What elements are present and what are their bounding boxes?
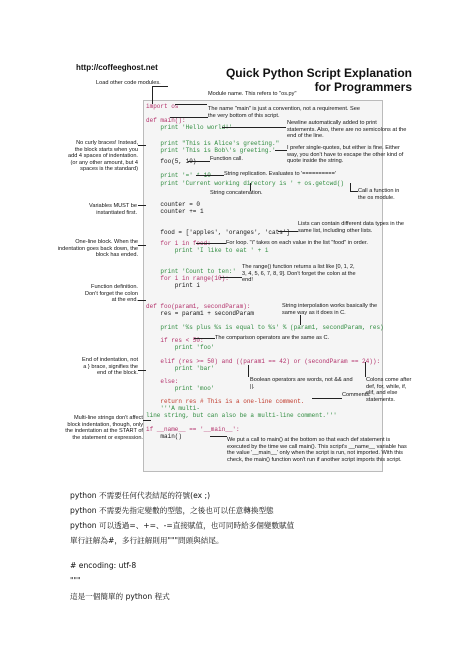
connector-line xyxy=(152,86,168,87)
code-line: for i in range(10): xyxy=(146,275,229,282)
annotation-main-call: We put a call to main() at the bottom so that each def statement is executed by the time we call main(). This script's __name__ variable has the value '__main__' only when the script is run, not imported. With this check, the main() function won't run if another script imports this script. xyxy=(227,437,407,463)
connector-line xyxy=(170,117,208,118)
code-line: main() xyxy=(146,433,183,440)
code-line: print 'Count to ten:' xyxy=(146,268,237,275)
connector-line xyxy=(278,231,298,232)
note-line: 單行註解為#，多行註解則用"""問頭與結尾。 xyxy=(70,536,224,545)
connector-line xyxy=(248,365,249,377)
note-line: 這是一個簡單的 python 程式 xyxy=(70,592,170,601)
annotation-function-call: Function call. xyxy=(210,156,243,162)
connector-line xyxy=(196,243,226,244)
code-line: print "This is Alice's greeting." xyxy=(146,140,280,147)
connector-line xyxy=(138,300,146,301)
code-line: '''A multi- xyxy=(146,405,201,412)
code-line: else: xyxy=(146,378,179,385)
code-line: elif (res >= 50) and ((param1 == 42) or (secondParam == 24)): xyxy=(146,358,381,365)
annotation-lists: Lists can contain different data types in the same list, including other lists. xyxy=(298,221,404,234)
annotation-newline: Newline automatically added to print statements. Also, there are no semicolons at the end of the line. xyxy=(287,120,407,140)
connector-line xyxy=(138,245,146,246)
connector-line xyxy=(138,370,146,371)
connector-line xyxy=(350,191,358,192)
annotation-no-curly-braces: No curly braces! Instead, the block starts when you add 4 spaces of indentation. (or any other amount, but 4 spaces is the standard) xyxy=(68,140,138,173)
code-line: foo(5, 10) xyxy=(146,158,197,165)
annotation-string-interpolation: String interpolation works basically the same way as it does in C. xyxy=(282,303,378,316)
code-line: print '%s plus %s is equal to %s' % (param1, secondParam, res) xyxy=(146,324,384,331)
code-line: line string, but can also be a multi-line comment.''' xyxy=(146,412,337,419)
connector-line xyxy=(138,145,146,146)
page-title xyxy=(212,66,412,94)
connector-line xyxy=(152,86,153,104)
annotation-call-os: Call a function in the os module. xyxy=(358,188,400,201)
annotation-one-line-block: One-line block. When the indentation goes back down, the block has ended. xyxy=(57,239,138,259)
annotation-variables: Variables MUST be instantiated first. xyxy=(89,203,137,216)
annotation-range: The range() function returns a list like [0, 1, 2, 3, 4, 5, 6, 7, 8, 9]. Don't forget the colon at the end! xyxy=(242,264,356,284)
code-line: print 'Hello world!' xyxy=(146,124,233,131)
annotation-string-replication: String replication. Evaluates to '==========' xyxy=(224,171,336,177)
code-line: if res < 50: xyxy=(146,337,204,344)
code-line: import os xyxy=(146,103,179,110)
connector-line xyxy=(138,205,146,206)
annotation-end-of-indentation: End of indentation, not a } brace, signifies the end of the block. xyxy=(82,357,138,377)
code-line: res = param1 + secondParam xyxy=(146,310,255,317)
source-url[interactable]: http://coffeeghost.net xyxy=(76,63,158,72)
annotation-multiline-strings: Multi-line strings don't affect block indentation, though, only the indentation at the START of the statement or expression. xyxy=(65,415,143,441)
annotation-main-name: The name "main" is just a convention, not a requirement. See the very bottom of this script. xyxy=(208,106,360,119)
title-line-1: Quick Python Script Explanation xyxy=(225,66,412,80)
connector-line xyxy=(188,161,210,162)
code-line: counter = 0 xyxy=(146,201,201,208)
connector-line xyxy=(220,277,242,278)
connector-line xyxy=(250,183,251,191)
note-line: python 不需要先指定變數的型態，之後也可以任意轉換型態 xyxy=(70,506,274,515)
code-line: return res # This is a one-line comment. xyxy=(146,398,305,405)
note-line: python 可以透過=、+=、-=直接賦值，也可同時給多個變數賦值 xyxy=(70,521,295,530)
code-line: if __name__ == '__main__': xyxy=(146,426,240,433)
code-line: print i xyxy=(146,282,201,289)
connector-line xyxy=(275,150,287,151)
annotation-single-quotes: I prefer single-quotes, but either is fine. Either way, you don't have to escape the other kind of quote inside the string. xyxy=(287,145,404,165)
connector-line xyxy=(143,420,151,421)
annotation-for-loop: For loop. "i" takes on each value in the list "food" in order. xyxy=(226,240,368,246)
code-line: for i in food: xyxy=(146,240,211,247)
note-line: python 不需要任何代表結尾的符號(ex ;) xyxy=(70,491,211,500)
annotation-comments: Comments. xyxy=(342,392,371,398)
annotation-string-concatenation: String concatenation. xyxy=(210,190,263,196)
annotation-load-modules: Load other code modules. xyxy=(96,80,161,86)
annotation-module-name: Module name. This refers to "os.py" xyxy=(208,91,297,97)
code-line: print 'Current working directory is ' + os.getcwd() xyxy=(146,180,345,187)
code-line: print 'I like to eat ' + i xyxy=(146,247,269,254)
title-line-2: for Programmers xyxy=(314,80,412,94)
annotation-function-definition: Function definition. Don't forget the colon at the end. xyxy=(85,284,138,304)
annotation-boolean-operators: Boolean operators are words, not && and ||. xyxy=(250,377,353,390)
connector-line xyxy=(194,338,215,339)
note-line: # encoding: utf-8 xyxy=(70,561,137,570)
note-line: """ xyxy=(70,576,81,585)
connector-line xyxy=(210,436,227,437)
code-line: def foo(param1, secondParam): xyxy=(146,303,251,310)
code-line: print 'bar' xyxy=(146,365,215,372)
code-line: def main(): xyxy=(146,117,186,124)
annotation-colons: Colons come after def, for, while, if, elif, and else statements. xyxy=(366,377,412,403)
code-line: print 'foo' xyxy=(146,344,215,351)
code-line: counter += 1 xyxy=(146,208,204,215)
connector-line xyxy=(175,104,207,105)
connector-line xyxy=(312,398,342,399)
code-line: food = ['apples', 'oranges', 'cats'] xyxy=(146,229,291,236)
code-line: print '=' * 10 xyxy=(146,172,211,179)
connector-line xyxy=(196,175,224,176)
code-line: print 'This is Bob\'s greeting.' xyxy=(146,147,276,154)
connector-line xyxy=(350,183,351,191)
connector-line xyxy=(365,362,366,377)
connector-line xyxy=(222,127,286,128)
connector-line xyxy=(300,315,301,325)
code-line: print 'moo' xyxy=(146,385,215,392)
annotation-comparison: The comparison operators are the same as C. xyxy=(215,335,330,341)
